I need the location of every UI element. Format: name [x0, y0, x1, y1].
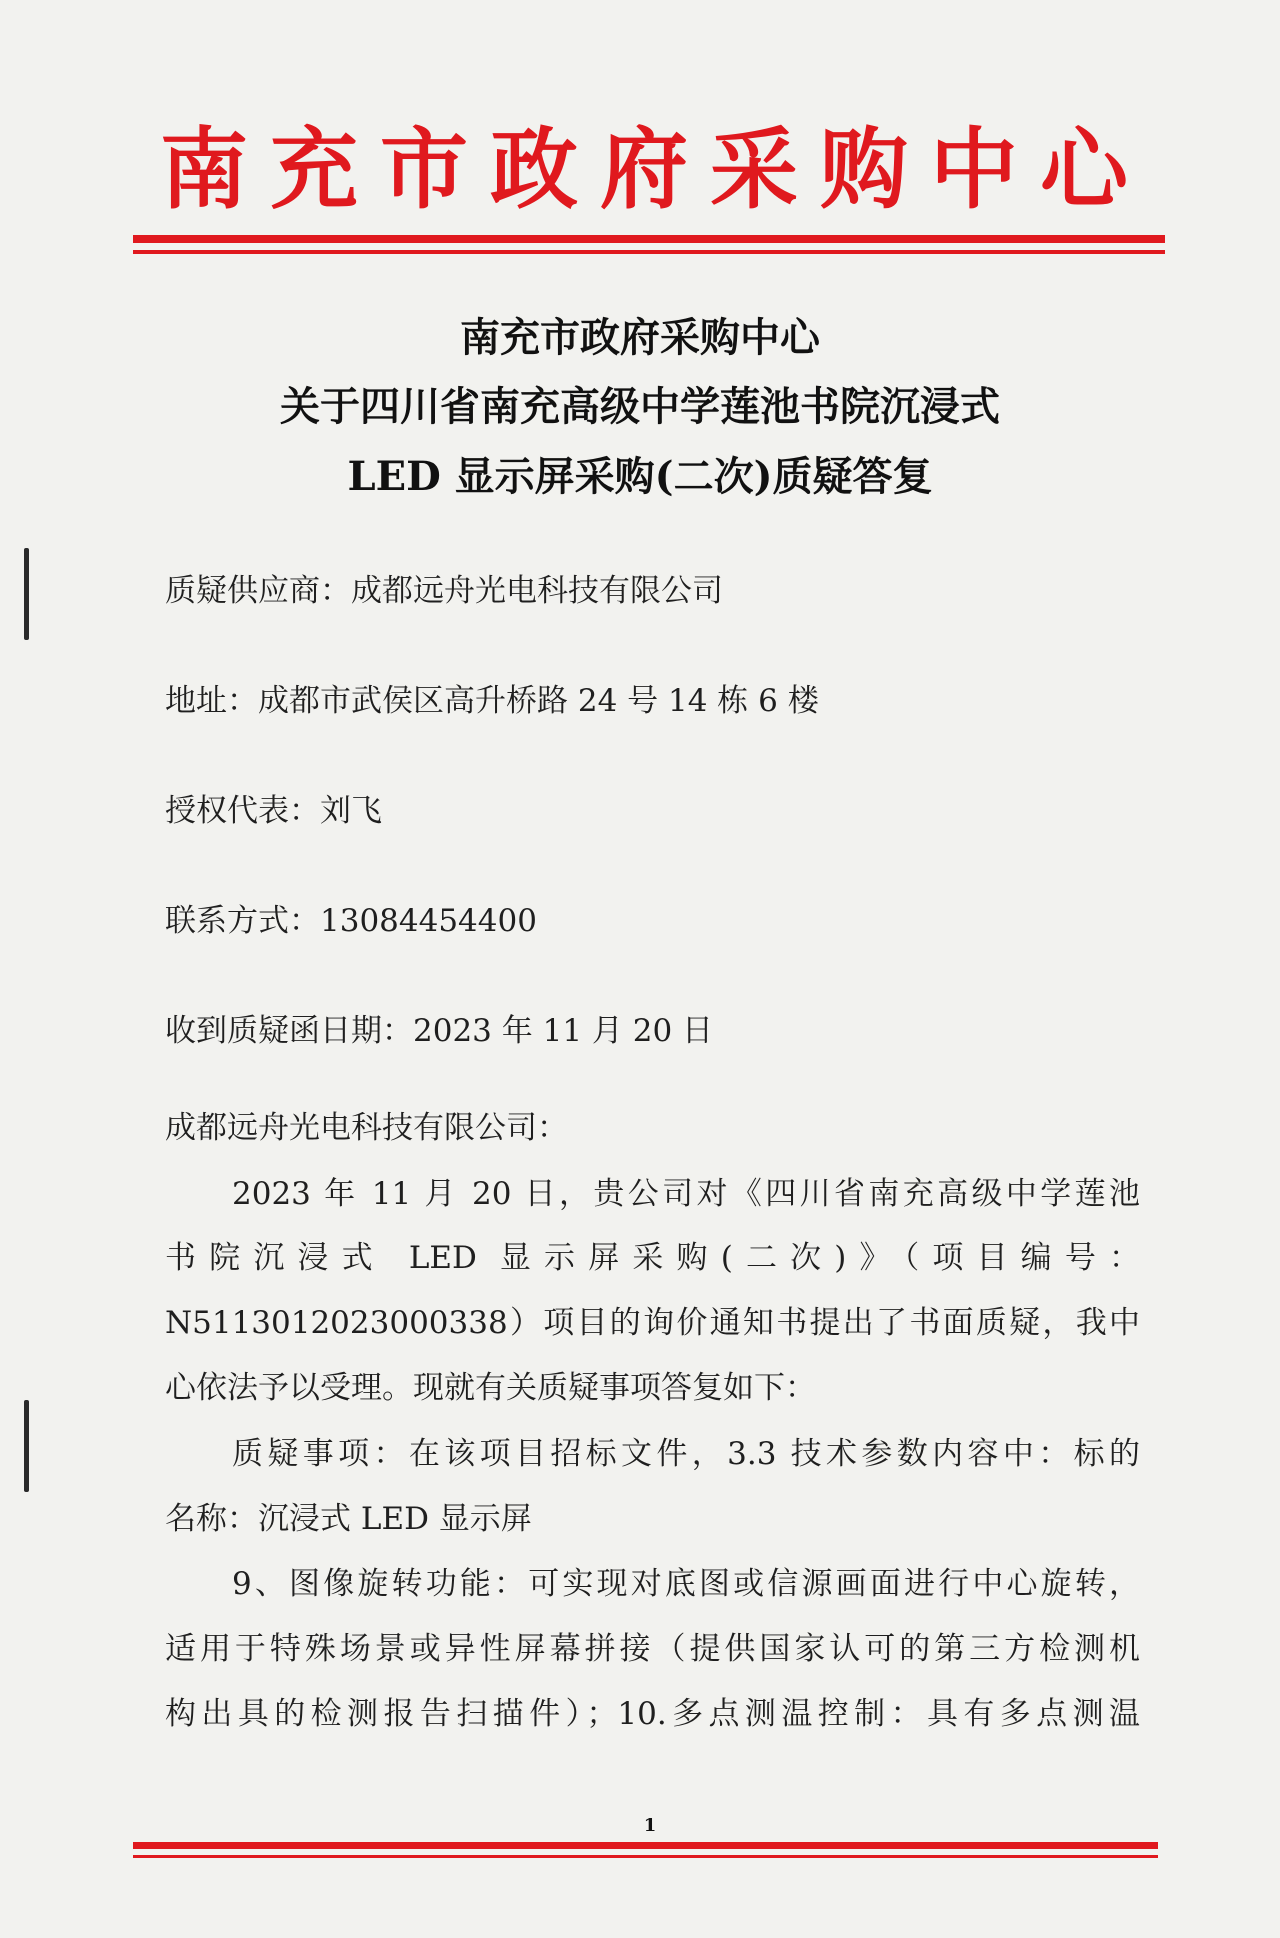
address-field: 地址：成都市武侯区高升桥路 24 号 14 栋 6 楼 — [165, 683, 819, 719]
footer-rule-thick — [133, 1842, 1158, 1849]
letterhead-rule-thin — [133, 250, 1165, 254]
supplier-field: 质疑供应商：成都远舟光电科技有限公司 — [165, 573, 723, 609]
paragraph-line: 适用于特殊场景或异性屏幕拼接（提供国家认可的第三方检测机 — [165, 1631, 1140, 1667]
received-date-field: 收到质疑函日期：2023 年 11 月 20 日 — [165, 1013, 714, 1049]
footer-rule-thin — [133, 1855, 1158, 1858]
paragraph-line: N5113012023000338）项目的询价通知书提出了书面质疑，我中 — [165, 1305, 1140, 1341]
paragraph-line: 书院沉浸式 LED 显示屏采购(二次)》（项目编号： — [165, 1240, 1140, 1276]
document-title-line-1: 南充市政府采购中心 — [460, 314, 820, 361]
binding-mark — [24, 1400, 29, 1492]
letterhead-title: 南充市政府采购中心 — [160, 118, 1151, 221]
representative-field: 授权代表：刘飞 — [165, 793, 382, 829]
page-number: 1 — [643, 1815, 657, 1836]
paragraph-line: 2023 年 11 月 20 日，贵公司对《四川省南充高级中学莲池 — [232, 1176, 1140, 1212]
paragraph-line: 名称：沉浸式 LED 显示屏 — [165, 1501, 532, 1537]
binding-mark — [24, 548, 29, 640]
paragraph-line: 构出具的检测报告扫描件）；10.多点测温控制：具有多点测温 — [165, 1696, 1140, 1732]
paragraph-line: 心依法予以受理。现就有关质疑事项答复如下： — [165, 1370, 816, 1406]
letterhead-rule-thick — [133, 235, 1165, 243]
contact-field: 联系方式：13084454400 — [165, 903, 537, 939]
paragraph-line: 质疑事项：在该项目招标文件，3.3 技术参数内容中：标的 — [232, 1436, 1140, 1472]
paragraph-line: 9、图像旋转功能：可实现对底图或信源画面进行中心旋转， — [232, 1566, 1140, 1602]
document-title-line-3: LED 显示屏采购(二次)质疑答复 — [347, 453, 933, 500]
salutation: 成都远舟光电科技有限公司： — [165, 1110, 568, 1146]
document-title-line-2: 关于四川省南充高级中学莲池书院沉浸式 — [280, 383, 1000, 430]
